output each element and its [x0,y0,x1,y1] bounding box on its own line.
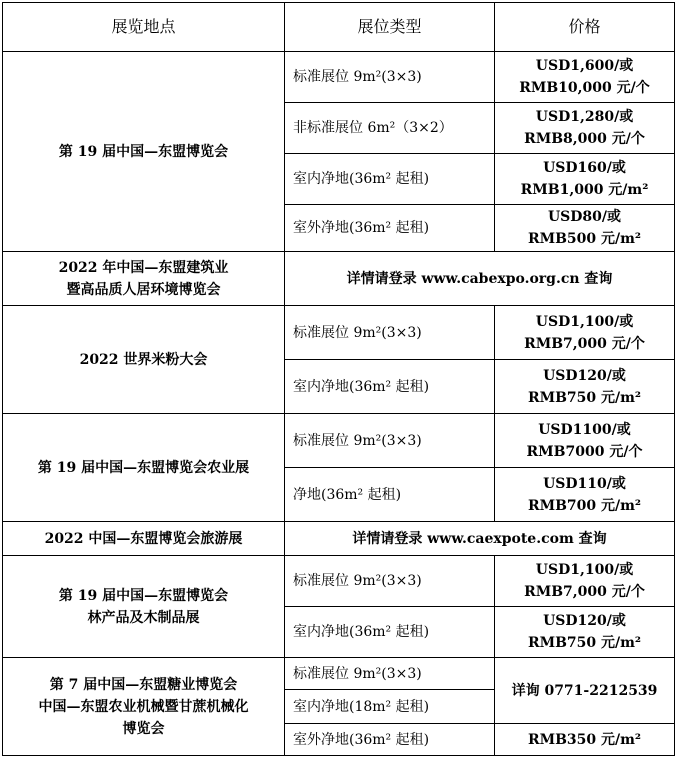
price-cell [495,468,675,522]
venue-line: 林产品及木制品展 [87,609,200,626]
price-rmb: RMB7000 元/个 [526,443,643,460]
price-usd: USD80/或 [547,209,622,225]
price-cell [495,52,675,103]
table-row [3,414,675,468]
price-cell [495,556,675,607]
detail-link-text: 详情请登录 www.caexpote.com 查询 [285,522,675,556]
type-cell: 室内净地(18m² 起租) [285,690,495,724]
table-row [3,658,675,690]
venue-line: 第 7 届中国—东盟糖业博览会 [49,676,238,693]
price-usd: USD1,280/或 [535,109,634,125]
venue-cell: 第 19 届中国—东盟博览会农业展 [3,414,285,522]
type-cell: 室内净地(36m² 起租) [285,360,495,414]
venue-line: 2022 年中国—东盟建筑业 [58,259,229,276]
venue-cell: 第 19 届中国—东盟博览会 [3,52,285,252]
type-cell: 室外净地(36m² 起租) [285,205,495,252]
table-row [3,252,675,306]
exhibition-price-table [2,2,675,756]
price-usd: USD1100/或 [538,421,631,438]
price-usd: USD160/或 [543,160,626,176]
venue-cell: 2022 世界米粉大会 [3,306,285,414]
type-cell: 标准展位 9m²(3×3) [285,556,495,607]
price-cell [495,607,675,658]
header-venue: 展览地点 [3,3,285,52]
price-rmb: RMB500 元/m² [527,231,642,247]
price-cell [495,154,675,205]
type-cell: 标准展位 9m²(3×3) [285,52,495,103]
type-cell: 标准展位 9m²(3×3) [285,658,495,690]
price-cell [495,306,675,360]
venue-cell [3,556,285,658]
venue-line: 博览会 [122,720,165,737]
table-row [3,522,675,556]
header-row [3,3,675,52]
price-rmb: RMB750 元/m² [527,389,642,406]
price-rmb: RMB10,000 元/个 [519,80,650,96]
price-usd: USD110/或 [543,475,626,492]
type-cell: 室内净地(36m² 起租) [285,154,495,205]
price-usd: USD1,100/或 [535,562,634,578]
venue-cell [3,658,285,756]
price-rmb: RMB1,000 元/m² [520,182,649,198]
price-cell [495,205,675,252]
price-cell [495,103,675,154]
venue-line: 第 19 届中国—东盟博览会 [58,587,229,604]
type-cell: 室外净地(36m² 起租) [285,724,495,756]
price-rmb: RMB750 元/m² [527,635,642,651]
type-cell: 净地(36m² 起租) [285,468,495,522]
table-row [3,556,675,607]
price-cell [495,414,675,468]
price-rmb: RMB7,000 元/个 [524,335,645,352]
type-cell: 标准展位 9m²(3×3) [285,306,495,360]
price-usd: USD120/或 [543,367,626,384]
table-row [3,52,675,103]
price-cell [495,360,675,414]
price-rmb: RMB7,000 元/个 [524,584,645,600]
price-rmb: RMB700 元/m² [527,497,642,514]
type-cell: 室内净地(36m² 起租) [285,607,495,658]
price-usd: USD120/或 [543,613,626,629]
header-price: 价格 [495,3,675,52]
venue-cell [3,252,285,306]
price-rmb: RMB8,000 元/个 [524,131,645,147]
price-usd: USD1,100/或 [535,313,634,330]
table-row [3,306,675,360]
phone-cell: 详询 0771-2212539 [495,658,675,724]
price-usd: USD1,600/或 [535,58,634,74]
header-type: 展位类型 [285,3,495,52]
venue-line: 暨高品质人居环境博览会 [66,281,221,298]
detail-link-text: 详情请登录 www.cabexpo.org.cn 查询 [285,252,675,306]
price-cell: RMB350 元/m² [495,724,675,756]
type-cell: 标准展位 9m²(3×3) [285,414,495,468]
type-cell: 非标准展位 6m²（3×2） [285,103,495,154]
venue-line: 中国—东盟农业机械暨甘蔗机械化 [38,698,249,715]
venue-cell: 2022 中国—东盟博览会旅游展 [3,522,285,556]
